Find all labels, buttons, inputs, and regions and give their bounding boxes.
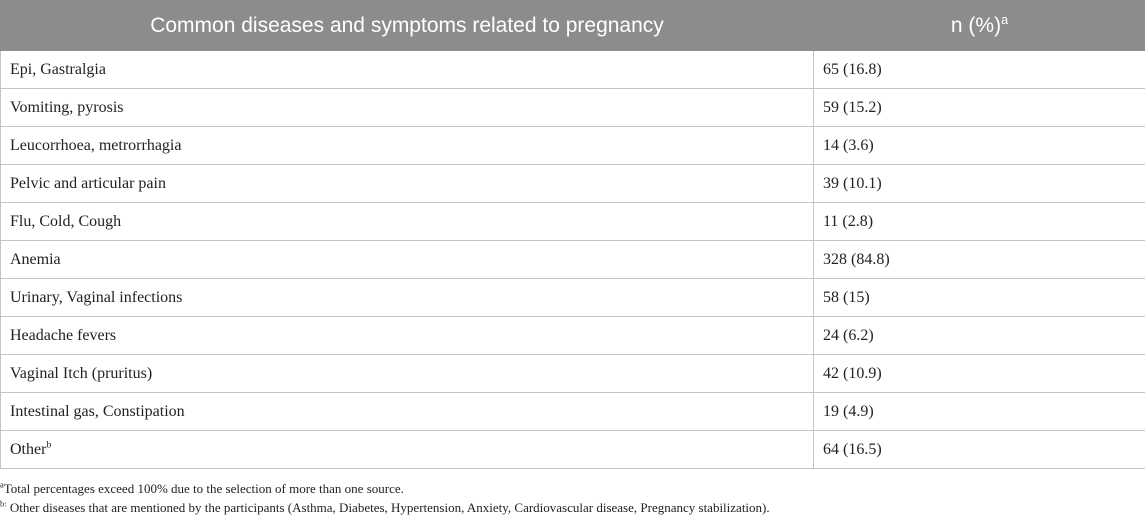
disease-label: Headache fevers bbox=[10, 326, 117, 344]
disease-label: Epi, Gastralgia bbox=[10, 60, 106, 78]
disease-label: Urinary, Vaginal infections bbox=[10, 288, 183, 306]
table-row bbox=[1, 203, 1145, 241]
disease-cell bbox=[1, 279, 814, 317]
table-row bbox=[1, 393, 1145, 431]
table-header bbox=[1, 1, 1145, 51]
disease-label: Flu, Cold, Cough bbox=[10, 212, 122, 230]
table-row bbox=[1, 355, 1145, 393]
footnote-b bbox=[0, 498, 1145, 517]
header-count-footnote-mark: a bbox=[1001, 12, 1009, 27]
count-cell: 24 (6.2) bbox=[814, 317, 1145, 355]
footnotes bbox=[0, 479, 1145, 517]
table-row bbox=[1, 165, 1145, 203]
table-row bbox=[1, 317, 1145, 355]
disease-cell bbox=[1, 431, 814, 469]
disease-label: Other bbox=[10, 440, 47, 458]
disease-label: Vaginal Itch (pruritus) bbox=[10, 364, 153, 382]
count-cell: 65 (16.8) bbox=[814, 51, 1145, 89]
footnote-mark: b bbox=[46, 439, 52, 451]
disease-cell bbox=[1, 51, 814, 89]
table-row bbox=[1, 51, 1145, 89]
count-cell: 59 (15.2) bbox=[814, 89, 1145, 127]
table-row bbox=[1, 127, 1145, 165]
disease-label: Pelvic and articular pain bbox=[10, 174, 166, 192]
footnote-a bbox=[0, 479, 1145, 498]
header-count bbox=[814, 1, 1145, 51]
disease-cell bbox=[1, 89, 814, 127]
count-cell: 58 (15) bbox=[814, 279, 1145, 317]
count-cell: 42 (10.9) bbox=[814, 355, 1145, 393]
disease-label: Anemia bbox=[10, 250, 61, 268]
disease-cell bbox=[1, 241, 814, 279]
table-row bbox=[1, 431, 1145, 469]
disease-cell bbox=[1, 317, 814, 355]
disease-cell bbox=[1, 165, 814, 203]
disease-cell bbox=[1, 127, 814, 165]
disease-cell bbox=[1, 203, 814, 241]
footnote-text: Total percentages exceed 100% due to the selection of more than one source. bbox=[3, 481, 404, 496]
count-cell: 39 (10.1) bbox=[814, 165, 1145, 203]
table-row bbox=[1, 279, 1145, 317]
header-disease bbox=[1, 1, 814, 51]
table-row bbox=[1, 241, 1145, 279]
count-cell: 19 (4.9) bbox=[814, 393, 1145, 431]
footnote-marker: b: bbox=[0, 498, 7, 509]
count-cell: 11 (2.8) bbox=[814, 203, 1145, 241]
table-row bbox=[1, 89, 1145, 127]
header-count-label: n (%) bbox=[950, 13, 1002, 37]
disease-cell bbox=[1, 393, 814, 431]
header-row bbox=[1, 1, 1145, 51]
disease-label: Leucorrhoea, metrorrhagia bbox=[10, 136, 182, 154]
footnote-marker: a bbox=[0, 479, 4, 490]
count-cell: 14 (3.6) bbox=[814, 127, 1145, 165]
count-cell: 328 (84.8) bbox=[814, 241, 1145, 279]
disease-label: Vomiting, pyrosis bbox=[10, 98, 124, 116]
table-body bbox=[1, 51, 1145, 469]
footnote-text: Other diseases that are mentioned by the participants (Asthma, Diabetes, Hypertension, Anxiety, Cardiovascular disease, Pregnancy stabilization). bbox=[6, 500, 770, 515]
disease-label: Intestinal gas, Constipation bbox=[10, 402, 185, 420]
disease-cell bbox=[1, 355, 814, 393]
header-disease-label: Common diseases and symptoms related to pregnancy bbox=[150, 13, 664, 37]
count-cell: 64 (16.5) bbox=[814, 431, 1145, 469]
